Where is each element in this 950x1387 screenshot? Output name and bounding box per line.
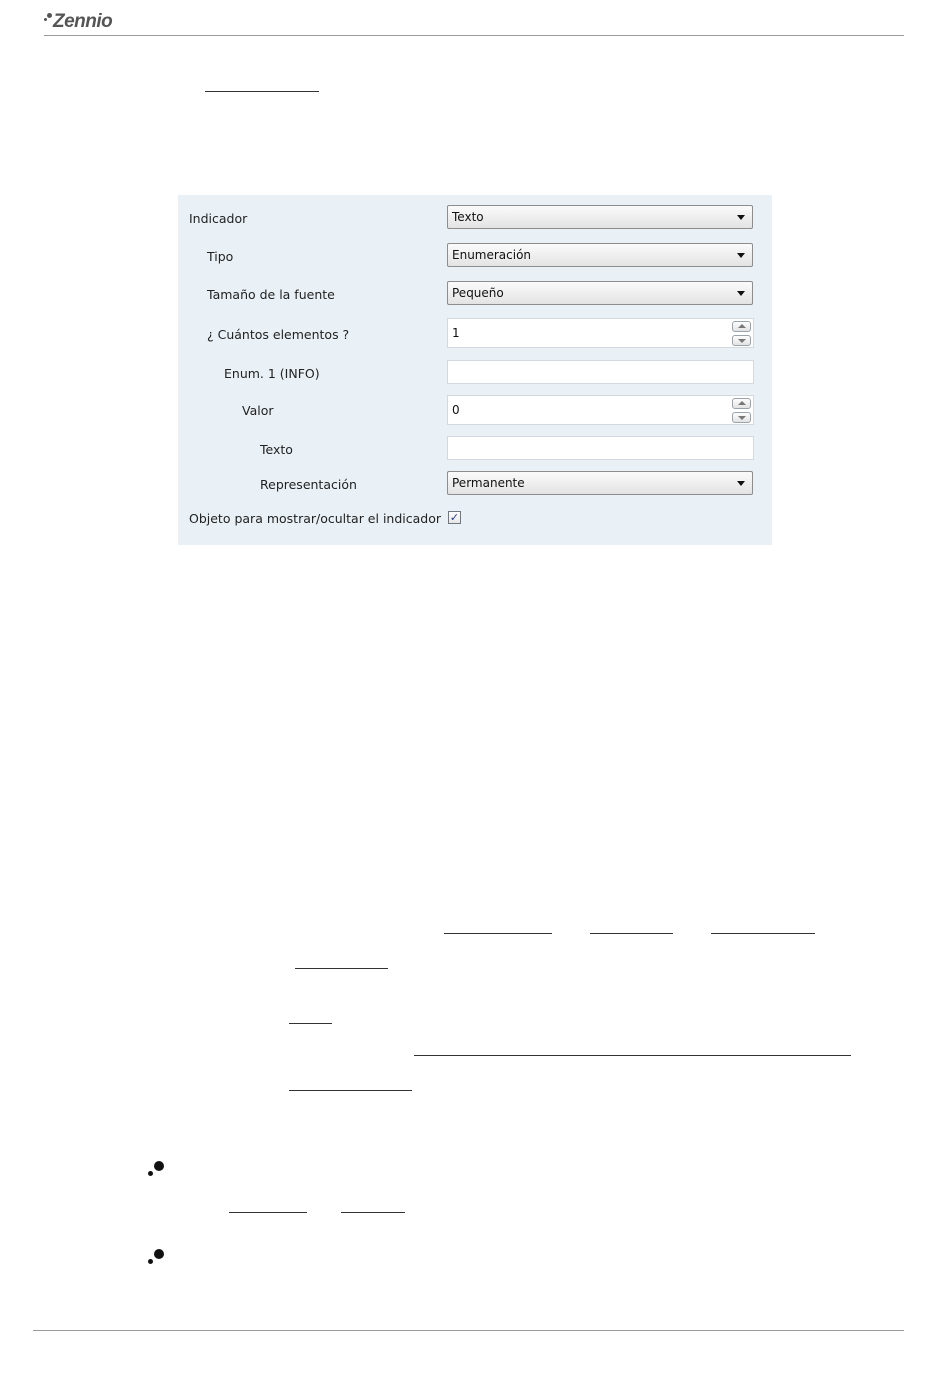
cuantos-elementos-stepper[interactable] xyxy=(447,318,754,348)
underline-mark xyxy=(289,1023,332,1024)
label-cuantos-elementos: ¿ Cuántos elementos ? xyxy=(207,327,350,342)
underline-mark xyxy=(289,1090,412,1091)
parameter-panel xyxy=(178,195,772,545)
texto-input[interactable] xyxy=(447,436,754,460)
underline-mark xyxy=(414,1055,851,1056)
tipo-value: Enumeración xyxy=(452,248,532,262)
zennio-bullet-icon xyxy=(148,1161,166,1179)
zennio-logo xyxy=(44,11,112,33)
tamano-fuente-dropdown[interactable] xyxy=(447,281,753,305)
chevron-down-icon xyxy=(737,215,745,220)
indicador-value: Texto xyxy=(452,210,484,224)
chevron-down-icon xyxy=(737,481,745,486)
label-indicador: Indicador xyxy=(189,211,248,226)
chevron-down-icon xyxy=(737,253,745,258)
chevron-down-icon xyxy=(737,291,745,296)
label-enum-1: Enum. 1 (INFO) xyxy=(224,366,320,381)
zennio-dots-icon xyxy=(44,13,52,25)
arrow-down-icon[interactable] xyxy=(732,335,751,346)
header-rule xyxy=(44,35,904,36)
cuantos-elementos-value: 1 xyxy=(452,326,460,340)
valor-stepper[interactable] xyxy=(447,395,754,425)
enum-1-input[interactable] xyxy=(447,360,754,384)
label-tipo: Tipo xyxy=(207,249,234,264)
label-texto: Texto xyxy=(260,442,293,457)
label-valor: Valor xyxy=(242,403,274,418)
representacion-dropdown[interactable] xyxy=(447,471,753,495)
zennio-bullet-icon xyxy=(148,1249,166,1267)
underline-mark xyxy=(205,91,319,92)
underline-mark xyxy=(295,968,388,969)
arrow-up-icon[interactable] xyxy=(732,321,751,332)
objeto-mostrar-ocultar-checkbox[interactable] xyxy=(448,511,461,524)
underline-mark xyxy=(229,1212,307,1213)
indicador-dropdown[interactable] xyxy=(447,205,753,229)
underline-mark xyxy=(711,933,815,934)
label-tamano-fuente: Tamaño de la fuente xyxy=(207,287,335,302)
arrow-down-icon[interactable] xyxy=(732,412,751,423)
valor-value: 0 xyxy=(452,403,460,417)
underline-mark xyxy=(590,933,673,934)
check-mark-icon: ✓ xyxy=(449,511,460,524)
label-representacion: Representación xyxy=(260,477,357,492)
arrow-up-icon[interactable] xyxy=(732,398,751,409)
label-objeto-mostrar-ocultar: Objeto para mostrar/ocultar el indicador xyxy=(189,511,441,526)
logo-text: Zennio xyxy=(53,11,113,32)
representacion-value: Permanente xyxy=(452,476,525,490)
tamano-fuente-value: Pequeño xyxy=(452,286,504,300)
underline-mark xyxy=(444,933,552,934)
footer-rule xyxy=(33,1330,904,1331)
underline-mark xyxy=(341,1212,405,1213)
tipo-dropdown[interactable] xyxy=(447,243,753,267)
